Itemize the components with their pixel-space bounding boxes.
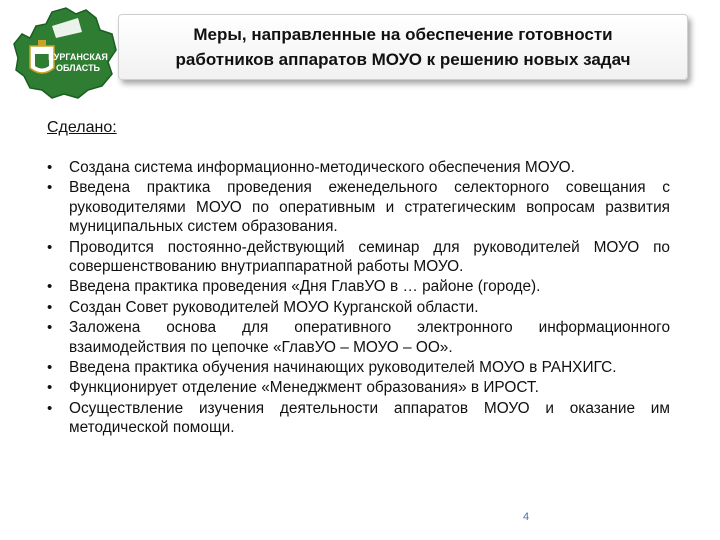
list-item [46,318,670,357]
list-item-text: Осуществление изучения деятельности аппаратов МОУО и оказание им методической помощи. [69,399,670,437]
list-item [46,399,670,438]
bullet-icon: • [47,159,53,176]
page-number: 4 [523,511,530,523]
bullet-icon: • [47,399,53,417]
list-item [46,158,670,177]
title-line-2: работников аппаратов МОУО к решению новых задач [175,50,631,69]
logo-line1: КУРГАНСКАЯ [48,52,108,62]
kurgan-region-map-icon [8,4,120,100]
bullet-icon: • [47,319,53,337]
done-list [46,158,670,439]
logo-line2: ОБЛАСТЬ [55,63,101,73]
list-item [46,298,670,317]
bullet-icon: • [47,298,53,316]
region-logo [8,4,120,100]
list-item [46,178,670,236]
section-label: Сделано: [47,119,117,136]
list-item [46,238,670,277]
list-item-text: Функционирует отделение «Менеджмент образования» в ИРОСТ. [69,379,539,397]
bullet-icon: • [47,359,53,377]
bullet-icon: • [47,179,53,197]
list-item-text: Создана система информационно-методического обеспечения МОУО. [69,159,575,176]
bullet-icon: • [47,379,53,397]
list-item-text: Создан Совет руководителей МОУО Курганской области. [69,298,479,316]
list-item [46,378,670,397]
list-item-text: Заложена основа для оперативного электронного информационного взаимодействия по цепочке «ГлавУО – МОУО – ОО». [69,319,670,356]
title-line-1: Меры, направленные на обеспечение готовности [193,25,613,44]
list-item-text: Введена практика обучения начинающих руководителей МОУО в РАНХИГС. [69,359,617,377]
list-item [46,358,670,377]
list-item-text: Проводится постоянно-действующий семинар для руководителей МОУО по совершенствованию внутриаппаратной работы МОУО. [69,238,670,276]
bullet-icon: • [47,238,53,256]
bullet-icon: • [47,278,53,296]
list-item-text: Введена практика проведения еженедельного селекторного совещания с руководителями МОУО по оперативным и стратегическим вопросам развития муниципальных систем образования. [69,179,670,236]
list-item-text: Введена практика проведения «Дня ГлавУО в … районе (городе). [69,278,541,296]
list-item [46,277,670,296]
title-box [118,14,688,80]
